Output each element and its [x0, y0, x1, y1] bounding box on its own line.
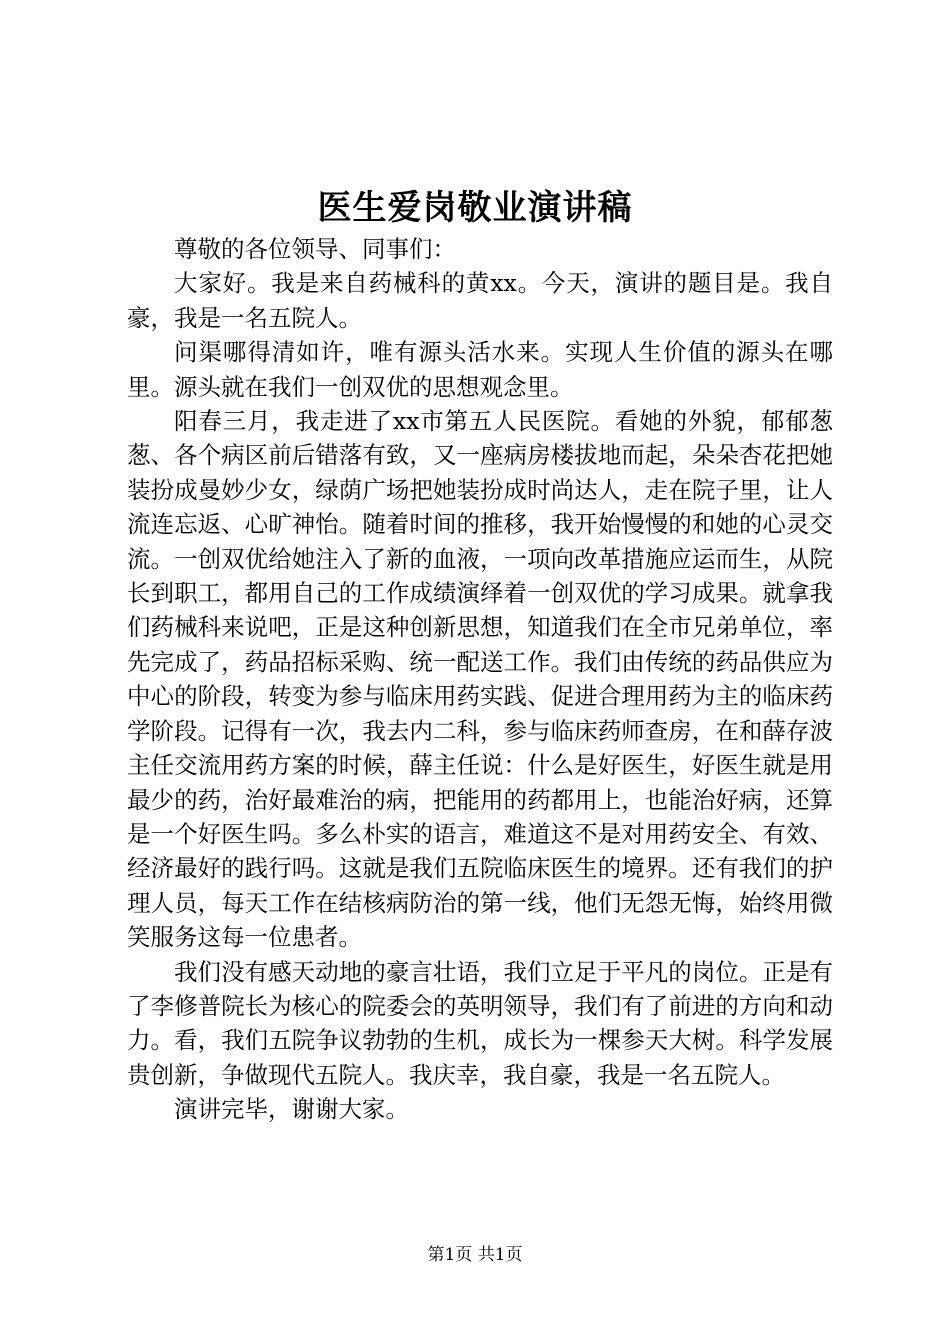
paragraph-salutation: 尊敬的各位领导、同事们：: [174, 235, 456, 263]
paragraph-source: 问渠哪得清如许，唯有源头活水来。实现人生价值的源头在哪里。源头就在我们一创双优的思想观念里。: [127, 338, 833, 401]
document-body: [127, 232, 833, 1127]
page-footer: 第1页 共1页: [427, 1245, 523, 1265]
paragraph-closing: 演讲完毕，谢谢大家。: [174, 1095, 409, 1124]
paragraph-greeting: 大家好。我是来自药械科的黄xx。今天，演讲的题目是。我自豪，我是一名五院人。: [127, 269, 833, 332]
document-title: 医生爱岗敬业演讲稿: [317, 188, 633, 228]
paragraph-conclusion: 我们没有感天动地的豪言壮语，我们立足于平凡的岗位。正是有了李修普院长为核心的院委会的英明领导，我们有了前进的方向和动力。看，我们五院争议勃勃的生机，成长为一棵参天大树。科学发展贵创新，争做现代五院人。我庆幸，我自豪，我是一名五院人。: [127, 957, 833, 1089]
paragraph-hospital: 阳春三月，我走进了xx市第五人民医院。看她的外貌，郁郁葱葱、各个病区前后错落有致，又一座病房楼拔地而起，朵朵杏花把她装扮成曼妙少女，绿荫广场把她装扮成时尚达人，走在院子里，让人流连忘返、心旷神怡。随着时间的推移，我开始慢慢的和她的心灵交流。一创双优给她注入了新的血液，一项向改革措施应运而生，从院长到职工，都用自己的工作成绩演绎着一创双优的学习成果。就拿我们药械科来说吧，正是这种创新思想，知道我们在全市兄弟单位，率先完成了，药品招标采购、统一配送工作。我们由传统的药品供应为中心的阶段，转变为参与临床用药实践、促进合理用药为主的临床药学阶段。记得有一次，我去内二科，参与临床药师查房，在和薛存波主任交流用药方案的时候，薛主任说：什么是好医生，好医生就是用最少的药，治好最难治的病，把能用的药都用上，也能治好病，还算是一个好医生吗。多么朴实的语言，难道这不是对用药安全、有效、经济最好的践行吗。这就是我们五院临床医生的境界。还有我们的护理人员，每天工作在结核病防治的第一线，他们无怨无悔，始终用微笑服务这每一位患者。: [127, 407, 833, 952]
